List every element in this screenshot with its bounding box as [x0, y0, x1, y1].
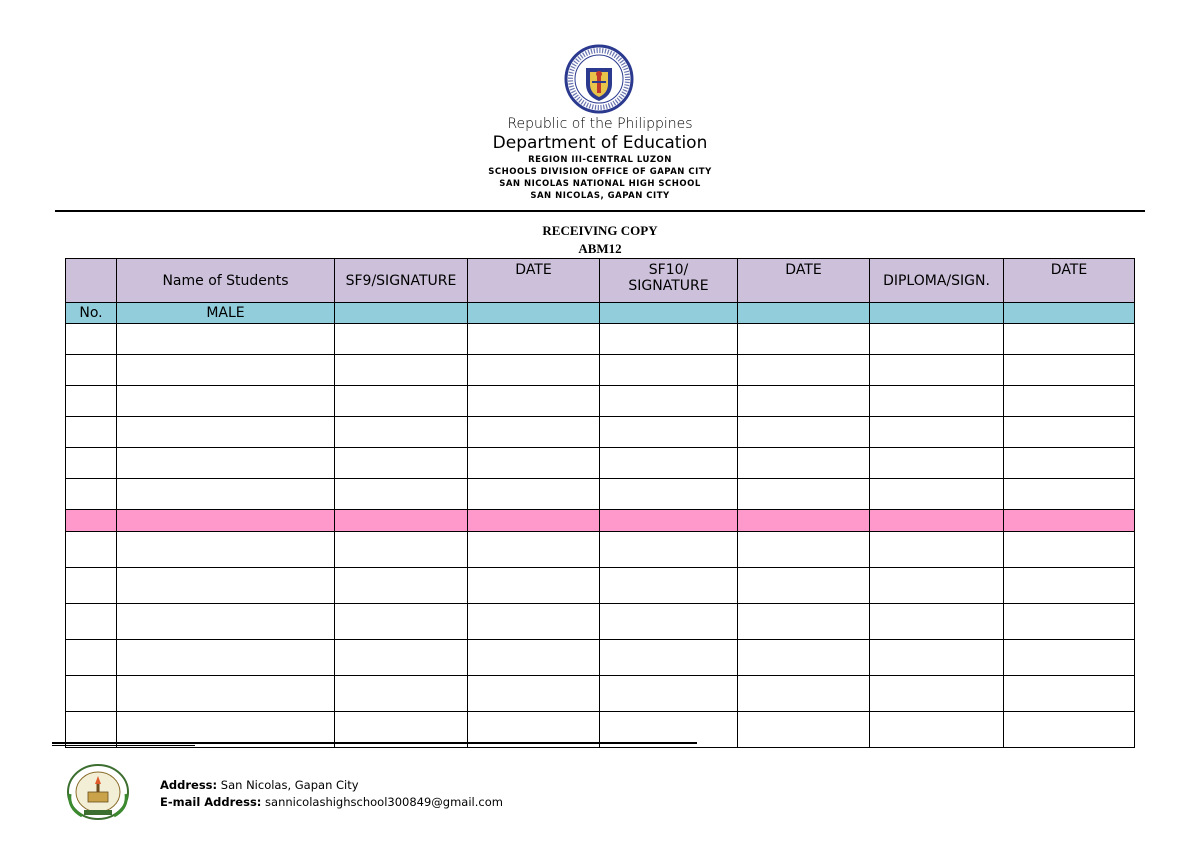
header-sf9-signature: SF9/SIGNATURE — [335, 259, 468, 303]
header-divider — [55, 210, 1145, 212]
footer-email — [160, 795, 503, 809]
email-value[interactable]: sannicolashighschool300849@gmail.com — [265, 795, 503, 809]
subheader-male: MALE — [117, 303, 335, 324]
header-diploma-sign: DIPLOMA/SIGN. — [870, 259, 1004, 303]
header-sf10-signature — [600, 259, 738, 303]
document-title: RECEIVING COPY — [542, 223, 658, 238]
address-value: San Nicolas, Gapan City — [220, 778, 359, 792]
header-date-3: DATE — [1004, 259, 1135, 303]
republic-text: Republic of the Philippines — [507, 116, 693, 132]
receiving-table — [65, 258, 1135, 748]
table-row[interactable] — [66, 355, 1135, 386]
table-row[interactable] — [66, 324, 1135, 355]
school-seal-icon — [64, 762, 132, 822]
table-row[interactable] — [66, 568, 1135, 604]
region-text: REGION III-CENTRAL LUZON — [528, 155, 672, 165]
male-subheader-row — [66, 303, 1135, 324]
email-label: E-mail Address: — [160, 795, 262, 809]
table-row[interactable] — [66, 448, 1135, 479]
department-text: Department of Education — [492, 133, 708, 153]
address-label: Address: — [160, 778, 218, 792]
separator-row — [66, 510, 1135, 532]
table-row[interactable] — [66, 640, 1135, 676]
table-row[interactable] — [66, 604, 1135, 640]
footer-divider-short — [52, 745, 195, 746]
header-date-1: DATE — [468, 259, 600, 303]
subheader-no: No. — [66, 303, 117, 324]
document-section: ABM12 — [578, 241, 622, 256]
table-row[interactable] — [66, 676, 1135, 712]
location-text: SAN NICOLAS, GAPAN CITY — [530, 191, 670, 201]
table-row[interactable] — [66, 532, 1135, 568]
footer-address — [160, 778, 359, 792]
header-sf10-line1: SF10/ — [648, 262, 689, 278]
table-row[interactable] — [66, 386, 1135, 417]
header-name-of-students: Name of Students — [117, 259, 335, 303]
table-row[interactable] — [66, 417, 1135, 448]
division-text: SCHOOLS DIVISION OFFICE OF GAPAN CITY — [488, 167, 712, 177]
school-text: SAN NICOLAS NATIONAL HIGH SCHOOL — [499, 179, 701, 189]
table-header-row — [66, 259, 1135, 303]
deped-seal-icon — [564, 44, 634, 114]
table-row[interactable] — [66, 479, 1135, 510]
header-date-2: DATE — [738, 259, 870, 303]
header-cell-blank — [66, 259, 117, 303]
footer-divider — [52, 742, 697, 744]
header-sf10-line2: SIGNATURE — [628, 278, 709, 294]
